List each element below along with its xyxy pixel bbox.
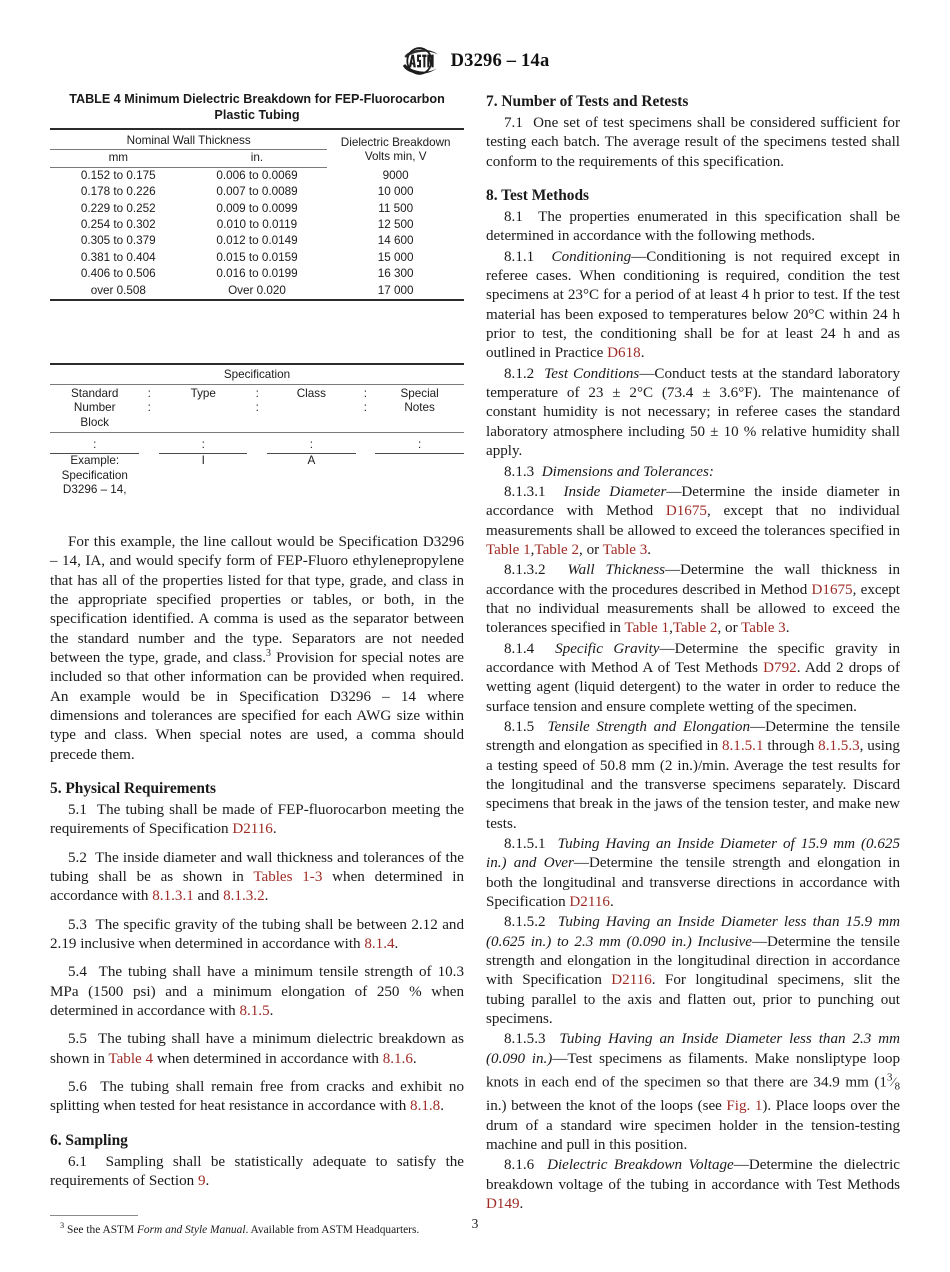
cell-volts: 12 500 [377,218,414,232]
spec-blank [139,433,159,454]
cell-mm: 0.152 to 0.175 [80,168,156,182]
cell-in: 0.015 to 0.0159 [216,250,298,264]
section-heading-sampling: 6. Sampling [50,1131,128,1149]
column-header-dielectric-breakdown: Dielectric Breakdown Volts min, V [327,129,464,167]
paragraph-5-2: 5.2 The inside diameter and wall thickness and tolerances of the tubing shall be as shown in Tables 1-3 when determined in accordance with 8.1.3.1 and 8.1.3.2. [50,849,464,905]
cell-in: Over 0.020 [187,283,328,300]
link-8-1-5-3[interactable]: 8.1.5.3 [818,738,860,755]
astm-logo-icon [401,46,441,76]
paragraph-8-1-5: 8.1.5 Tensile Strength and Elongation—Determine the tensile strength and elongation as specified in 8.1.5.1 through 8.1.5.3, using a testing speed of 50.8 mm (2 in.)/min. Average the test results for the longitudinal and the transverse specimens separately. Discard specimens that break in the jaws of the tension tester, and make new tests. [486,718,900,832]
document-designation: D3296 – 14a [450,50,550,71]
cell-in: 0.006 to 0.0069 [216,168,298,182]
spec-blank [139,416,159,433]
paragraph-8-1-2: 8.1.2 Test Conditions—Conduct tests at the standard laboratory temperature of 23 ± 2°C (73.4 ± 3.6°F). The maintenance of constant humidity is not necessary; in referee cases the standard laboratory atmosphere including 50 ± 10 % relative humidity shall apply. [486,365,901,460]
spec-header-standard: Standard [71,386,119,400]
paragraph-8-1: 8.1 The properties enumerated in this specification shall be determined in accordance with the following methods. [486,209,900,245]
paragraph-example-explanation: For this example, the line callout would be Specification D3296 – 14, IA, and would specify form of FEP-Fluoro ethylenepropylene that has all of the properties listed for that type, grade, and class in the appropriate specified properties or tables, or both, in the specification identified. A comma is used as the separator between the standard number and the type. Separators are not needed between the type, grade, and class.$^3$ Provision for special notes are included so that other information can be provided when required. An example would be in Specification D3296 – 14 where dimensions and tolerances are specified for each AWG size within type and class. When special notes are used, a comma should precede them. [50,533,464,763]
link-d2116[interactable]: D2116 [611,972,652,989]
table-row-group-header [50,129,464,150]
link-table-1[interactable]: Table 1 [624,620,670,637]
link-table-4[interactable]: Table 4 [108,1050,154,1067]
spec-slot-notes: : [375,433,464,454]
spec-example-standard: Example: Specification D3296 – 14, [61,454,128,497]
column-header-in: in. [187,150,328,167]
spec-slot-type: : [159,433,247,454]
spec-row-headers-3 [50,416,464,433]
paragraph-8-1-6: 8.1.6 Dielectric Breakdown Voltage—Determine the dielectric breakdown voltage of the tubing in accordance with Test Methods D149. [486,1157,900,1213]
spec-header-special: Special [400,386,439,400]
spec-colon: : [147,386,151,400]
page-header [0,46,950,76]
link-8-1-5[interactable]: 8.1.5 [239,1003,270,1020]
cell-mm: 0.229 to 0.252 [80,201,156,215]
cell-volts: 10 000 [377,185,414,199]
spec-blank [356,454,376,498]
spec-row-headers-1 [50,384,464,401]
paragraph-8-1-3-2: 8.1.3.2 Wall Thickness—Determine the wall thickness in accordance with the procedures described in Method D1675, except that no individual measurements shall be allowed to exceed the tolerances specified in Table 1,Table 2, or Table 3. [486,562,901,637]
cell-mm: 0.406 to 0.506 [80,267,156,281]
cell-volts: 14 600 [377,234,414,248]
spec-colon: : [255,401,259,415]
spec-blank [247,433,267,454]
paragraph-8-1-4: 8.1.4 Specific Gravity—Determine the specific gravity in accordance with Method A of Test Methods D792. Add 2 drops of wetting agent (liquid detergent) to the water in order to reduce the surface tension and ensure complete wetting of the specimen. [486,640,901,715]
cell-volts: 9000 [382,168,409,182]
paragraph-8-1-3: 8.1.3 Dimensions and Tolerances: [504,463,714,480]
link-tables-1-3[interactable]: Tables 1-3 [253,868,323,885]
spec-blank [267,401,356,416]
link-8-1-3-2[interactable]: 8.1.3.2 [223,888,265,905]
cell-in: 0.012 to 0.0149 [216,234,298,248]
footnote-3: $^3$ See the ASTM Form and Style Manual. Available from ASTM Headquarters. [60,1221,420,1237]
table-4-body [50,167,464,300]
spec-blank [139,454,159,498]
table-row [50,201,464,217]
link-table-3[interactable]: Table 3 [602,541,648,558]
paragraph-5-1: 5.1 The tubing shall be made of FEP-fluorocarbon meeting the requirements of Specification D2116. [50,801,464,838]
cell-mm: 0.305 to 0.379 [80,234,156,248]
spec-slot-standard: : [50,433,139,454]
link-d2116[interactable]: D2116 [232,821,273,838]
table-row [50,266,464,282]
spec-blank [356,416,376,433]
spec-blank [375,416,464,433]
specification-format-block [50,363,464,498]
table-row [50,167,464,184]
specification-table [50,363,464,498]
paragraph-8-1-5-2: 8.1.5.2 Tubing Having an Inside Diameter less than 15.9 mm (0.625 in.) to 2.3 mm (0.090 in.) Inclusive—Determine the tensile strength and elongation in the longitudinal direction in accordance with Specification D2116. For longitudinal specimens, slit the tubing parallel to the axis and flatten out, prior to punching out specimens. [486,914,901,1028]
link-8-1-8[interactable]: 8.1.8 [410,1098,441,1115]
spec-blank [247,454,267,498]
link-8-1-3-1[interactable]: 8.1.3.1 [152,888,194,905]
link-8-1-5-1[interactable]: 8.1.5.1 [721,738,764,755]
spec-row-example-values [50,454,464,498]
cell-in: 0.007 to 0.0089 [216,185,298,199]
cell-mm: 0.381 to 0.404 [80,250,156,264]
spec-blank [267,416,356,433]
spec-row-example-colons [50,433,464,454]
link-fig-1[interactable]: Fig. 1 [726,1098,763,1115]
link-d792[interactable]: D792 [763,659,797,676]
group-header-nominal-wall-thickness: Nominal Wall Thickness [50,129,327,150]
cell-mm: 0.254 to 0.302 [80,218,156,232]
right-column [486,92,900,1215]
cell-volts: 15 000 [377,250,414,264]
table-row [50,283,464,300]
spec-colon: : [255,386,259,400]
spec-header-type: Type [190,386,216,400]
spec-example-class: A [307,454,316,468]
cell-in: 0.010 to 0.0119 [216,218,298,232]
fraction-three-eighths: $^3⁄_8$ [886,1072,900,1094]
spec-colon: : [363,401,368,415]
section-heading-physical-requirements: 5. Physical Requirements [50,779,217,797]
cell-mm: 0.178 to 0.226 [80,185,156,199]
spec-colon: : [147,401,151,415]
cell-volts: 16 300 [377,267,414,281]
table-row [50,184,464,200]
cell-volts: 17 000 [327,283,464,300]
spec-blank [159,401,247,416]
spec-header-block: Block [50,416,139,433]
table-4 [50,128,464,301]
spec-colon: : [363,386,368,400]
cell-mm: over 0.508 [50,283,187,300]
table-4-container [50,92,464,301]
paragraph-5-5: 5.5 The tubing shall have a minimum dielectric breakdown as shown in Table 4 when determined in accordance with 8.1.6. [50,1031,464,1067]
spec-example-notes [375,454,464,498]
table-row [50,233,464,249]
page-number: 3 [471,1216,479,1231]
table-row [50,250,464,266]
link-table-2[interactable]: Table 2 [534,541,580,558]
link-table-3[interactable]: Table 3 [741,620,786,637]
spec-row-headers-2 [50,401,464,416]
cell-in: 0.009 to 0.0099 [216,201,298,215]
link-8-1-4[interactable]: 8.1.4 [364,936,395,952]
spec-blank [356,433,376,454]
link-d1675[interactable]: D1675 [811,581,853,598]
link-d2116[interactable]: D2116 [569,894,610,911]
link-table-1[interactable]: Table 1 [486,541,531,558]
paragraph-5-3: 5.3 The specific gravity of the tubing shall be between 2.12 and 2.19 inclusive when determined in accordance with 8.1.4. [50,916,464,952]
spec-header-class: Class [296,386,326,400]
link-table-2[interactable]: Table 2 [672,620,718,637]
spec-example-type: I [201,454,205,468]
spec-blank [247,416,267,433]
table-row [50,217,464,233]
paragraph-7-1: 7.1 One set of test specimens shall be considered sufficient for testing each batch. The average result of the specimens tested shall conform to the requirements of this specification. [486,115,900,170]
footnote-marker: 3 [266,647,272,659]
paragraph-5-4: 5.4 The tubing shall have a minimum tensile strength of 10.3 MPa (1500 psi) and a minimum elongation of 250 % when determined in accordance with 8.1.5. [50,964,464,1020]
cell-volts: 11 500 [378,201,414,215]
paragraph-8-1-3-1: 8.1.3.1 Inside Diameter—Determine the inside diameter in accordance with Method D1675, except that no individual measurements shall be allowed to exceed the tolerances specified in Table 1,Table 2, or Table 3. [486,483,900,558]
spec-slot-class: : [267,433,356,454]
spec-blank [159,416,247,433]
spec-title: Specification [50,364,464,384]
spec-header-number: Number [73,401,116,415]
link-d1675[interactable]: D1675 [665,503,707,520]
link-d618[interactable]: D618 [607,345,641,362]
paragraph-8-1-5-3: 8.1.5.3 Tubing Having an Inside Diameter less than 2.3 mm (0.090 in.)—Test specimens as filaments. Make nonsliptype loop knots in each end of the specimen so that there are 34.9 mm ($1^3⁄_8$ in.) between the knot of the loops (see Fig. 1). Place loops over the drum of a standard wire specimen holder in the tension-testing machine and pull in this position. [486,1031,901,1154]
link-8-1-6[interactable]: 8.1.6 [382,1050,413,1067]
section-heading-number-of-tests: 7. Number of Tests and Retests [486,93,689,110]
column-header-mm: mm [50,150,187,167]
section-heading-test-methods: 8. Test Methods [486,187,590,205]
link-d149[interactable]: D149 [486,1196,520,1213]
paragraph-5-6: 5.6 The tubing shall remain free from cracks and exhibit no splitting when tested for heat resistance in accordance with 8.1.8. [50,1079,464,1115]
paragraph-8-1-5-1: 8.1.5.1 Tubing Having an Inside Diameter of 15.9 mm (0.625 in.) and Over—Determine the tensile strength and elongation in both the longitudinal and transverse directions in accordance with Specification D2116. [486,836,901,911]
paragraph-8-1-1: 8.1.1 Conditioning—Conditioning is not required except in referee cases. When conditioning is required, condition the test specimens at 23°C for a period of at least 4 h prior to test. If the test material has been exposed to temperatures below 20°C within 24 h prior to test, the conditioning shall be for at least 24 h and as outlined in Practice D618. [486,248,901,362]
cell-in: 0.016 to 0.0199 [216,267,298,281]
paragraph-6-1: 6.1 Sampling shall be statistically adequate to satisfy the requirements of Section 9. [50,1153,465,1190]
link-section-9[interactable]: 9 [197,1173,206,1190]
left-column [50,92,464,1237]
footnote-number: 3 [60,1221,65,1231]
table-4-title: TABLE 4 Minimum Dielectric Breakdown for FEP-Fluorocarbon Plastic Tubing [69,92,445,122]
spec-header-notes: Notes [404,401,435,415]
spec-row-title [50,364,464,384]
